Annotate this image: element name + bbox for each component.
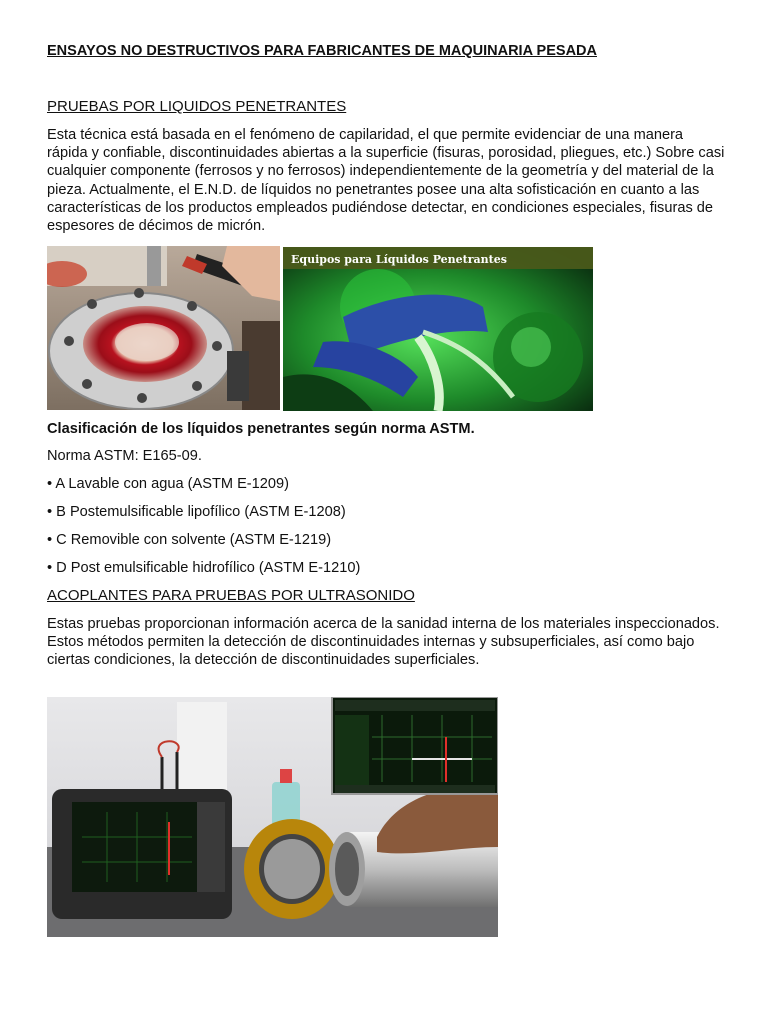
- classification-heading: Clasificación de los líquidos penetrantes según norma ASTM.: [47, 421, 475, 437]
- penetrant-flange-photo: [47, 246, 280, 410]
- ultrasonic-equipment-photo: [47, 697, 498, 937]
- section-heading-ultrasonido: ACOPLANTES PARA PRUEBAS POR ULTRASONIDO: [47, 587, 415, 604]
- list-item: • D Post emulsificable hidrofílico (ASTM E-1210): [47, 560, 361, 576]
- section-paragraph-liquidos: Esta técnica está basada en el fenómeno de capilaridad, el que permite evidenciar de una manera rápida y confiable, discontinuidades abiertas a la superficie (fisuras, porosidad, pliegues, etc.) Sobre casi cualquier componente (ferrosos y no ferrosos) independientemente de la geometría y del material de la pieza. Actualmente, el E.N.D. de líquidos no penetrantes posee una alta sofisticación en cuanto a las características de los productos empleados pudiéndose detectar, en condiciones especiales, fisuras de espesores de décimos de micrón.: [47, 127, 725, 235]
- list-item: • C Removible con solvente (ASTM E-1219): [47, 532, 332, 548]
- list-item: • A Lavable con agua (ASTM E-1209): [47, 476, 289, 492]
- norma-astm: Norma ASTM: E165-09.: [47, 448, 202, 464]
- section-paragraph-ultrasonido: Estas pruebas proporcionan información acerca de la sanidad interna de los materiales inspeccionados. Estos métodos permiten la detección de discontinuidades internas y subsuperficiales, así como bajo ciertas condiciones, la detección de discontinuidades superficiales.: [47, 616, 720, 669]
- list-item: • B Postemulsificable lipofílico (ASTM E-1208): [47, 504, 346, 520]
- uv-equipment-photo: [283, 247, 593, 411]
- section-heading-liquidos: PRUEBAS POR LIQUIDOS PENETRANTES: [47, 98, 347, 115]
- document-title: ENSAYOS NO DESTRUCTIVOS PARA FABRICANTES DE MAQUINARIA PESADA: [47, 43, 597, 59]
- photo-caption: Equipos para Líquidos Penetrantes: [291, 253, 507, 266]
